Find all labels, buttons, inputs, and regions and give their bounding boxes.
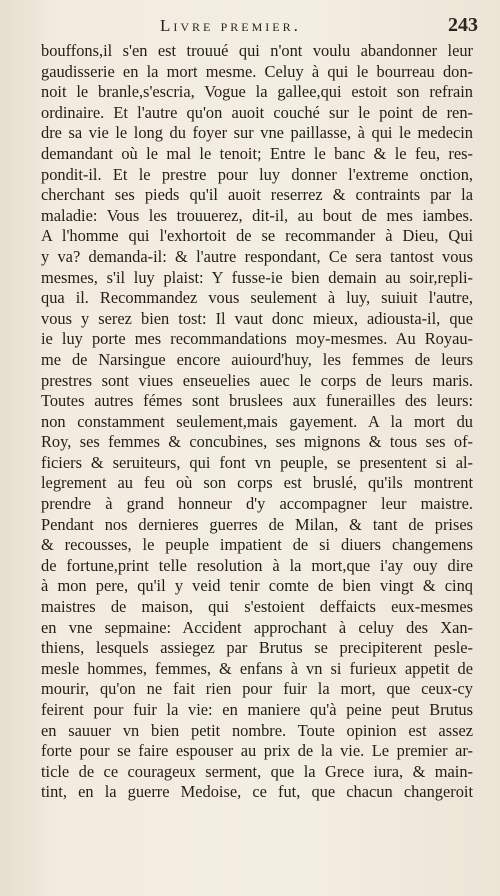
- text-line: Pendant nos dernieres guerres de Milan, & tant de prises: [41, 514, 473, 534]
- text-line: ticle de ce courageux serment, que la Grece iura, & main-: [41, 761, 473, 781]
- text-line: en sauuer vn bien petit nombre. Toute opinion est assez: [41, 720, 473, 740]
- page-number: 243: [448, 14, 478, 36]
- text-line: ordinaire. Et l'autre qu'on auoit couché sur le point de ren-: [41, 102, 473, 122]
- text-line: à mon pere, qu'il y veid tenir comte de bien vingt & cinq: [41, 576, 473, 596]
- text-line: pondit-il. Et le prestre pour luy donner l'extreme onction,: [41, 164, 473, 184]
- text-line: ie luy porte mes recommandations moy-mesmes. Au Royau-: [41, 329, 473, 349]
- body-text: [41, 41, 473, 803]
- page-header: [40, 14, 478, 40]
- text-line: qua il. Recommandez vous seulement à luy, suiuit l'autre,: [41, 288, 473, 308]
- text-line: gaudisserie en la mort mesme. Celuy à qui le bourreau don-: [41, 61, 473, 81]
- text-line: Toutes autres fémes sont bruslees aux funerailles des leurs:: [41, 391, 473, 411]
- text-line: mesmes, s'il luy plaist: Y fusse-ie bien demain au soir,repli-: [41, 267, 473, 287]
- text-line: me de Narsingue encore auiourd'huy, les femmes de leurs: [41, 349, 473, 369]
- text-line: y va? demanda-il: & l'autre respondant, Ce sera tantost vous: [41, 246, 473, 266]
- text-line: prestres sont viues enseuelies auec le corps de leurs maris.: [41, 370, 473, 390]
- text-line: Roy, ses femmes & concubines, ses mignons & tous ses of-: [41, 432, 473, 452]
- text-line: forte pour se faire espouser au prix de la vie. Le premier ar-: [41, 741, 473, 761]
- text-line: demandant où le mal le tenoit; Entre le banc & le feu, res-: [41, 143, 473, 163]
- text-line: prendre à grand honneur d'y accompagner leur maistre.: [41, 494, 473, 514]
- text-line: legrement au feu où son corps est bruslé, qu'ils montrent: [41, 473, 473, 493]
- text-line: de fortune,print telle resolution à la mort,que i'ay ouy dire: [41, 555, 473, 575]
- running-head: Livre premier.: [160, 16, 301, 35]
- text-line: mourir, qu'on ne fait rien pour fuir la mort, que ceux-cy: [41, 679, 473, 699]
- text-line: en vne sepmaine: Accident approchant à celuy des Xan-: [41, 617, 473, 637]
- text-line: dre sa vie le long du foyer sur vne paillasse, à qui le medecin: [41, 123, 473, 143]
- text-line: noit le branle,s'escria, Vogue la gallee,qui estoit son refrain: [41, 82, 473, 102]
- text-line: tint, en la guerre Medoise, ce fut, que chacun changeroit: [41, 782, 473, 802]
- text-line: ficiers & seruiteurs, qui font vn peuple, se presentent si al-: [41, 452, 473, 472]
- text-line: feirent pour fuir la vie: en maniere qu'à peine peut Brutus: [41, 700, 473, 719]
- text-line: bouffons,il s'en est trouué qui n'ont voulu abandonner leur: [41, 41, 473, 60]
- text-line: non constamment seulement,mais gayement. A la mort du: [41, 411, 473, 431]
- text-line: cherchant ses pieds qu'il auoit reserrez & contraints par la: [41, 185, 473, 205]
- text-line: vous y serez bien tost: Il vaut donc mieux, adiousta-il, que: [41, 308, 473, 328]
- text-line: maladie: Vous les trouuerez, dit-il, au bout de mes iambes.: [41, 205, 473, 225]
- text-line: A l'homme qui l'exhortoit de se recommander à Dieu, Qui: [41, 226, 473, 246]
- text-line: mesle hommes, femmes, & enfans à vn si furieux appetit de: [41, 658, 473, 678]
- text-line: maistres de maison, qui s'estoient deffaicts eux-mesmes: [41, 597, 473, 617]
- text-line: & recousses, le peuple impatient de si diuers changemens: [41, 535, 473, 555]
- text-line: thiens, lesquels assiegez par Brutus se precipiterent pesle-: [41, 638, 473, 658]
